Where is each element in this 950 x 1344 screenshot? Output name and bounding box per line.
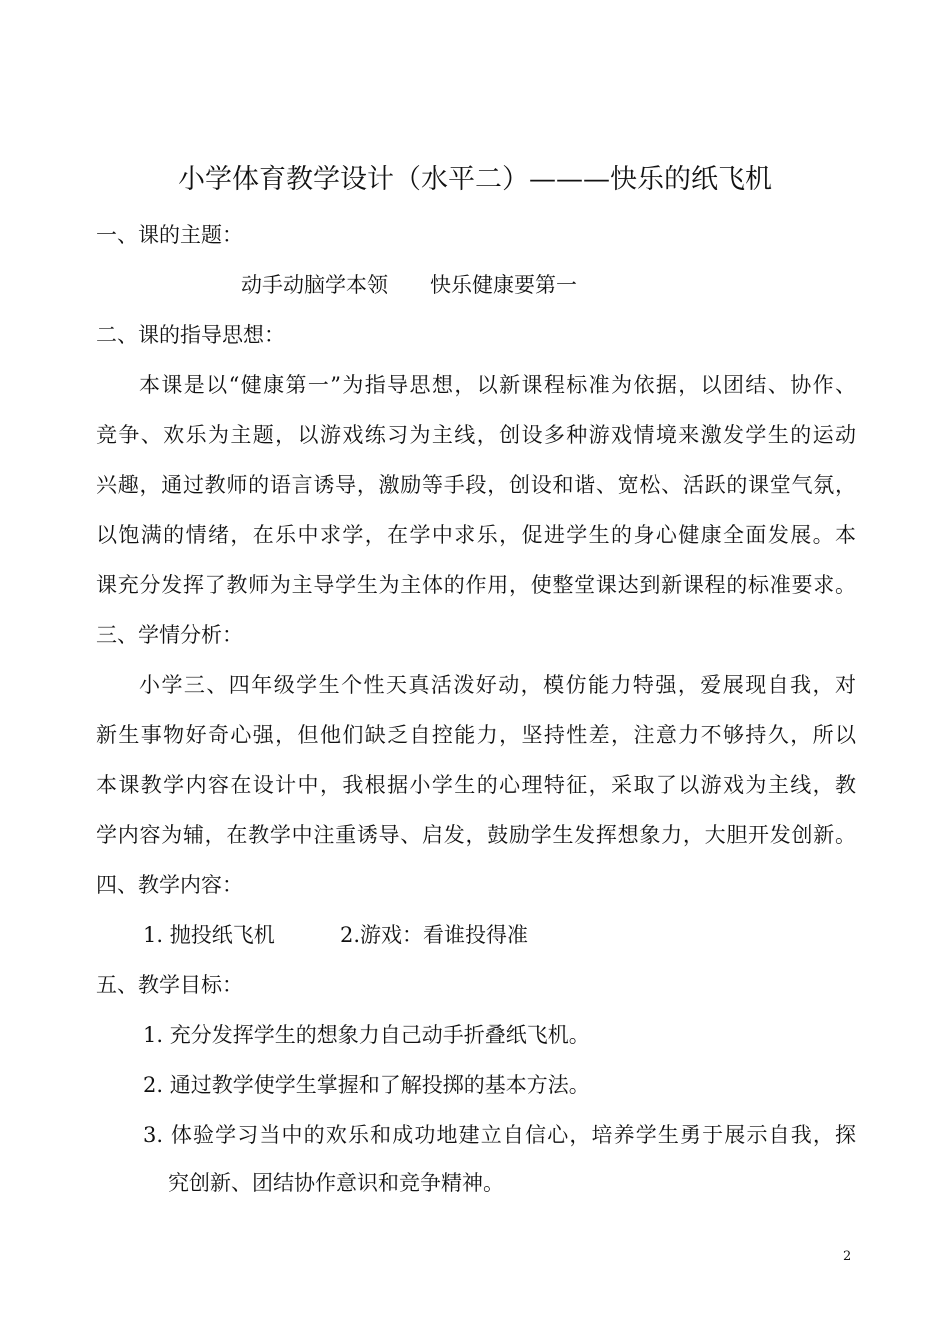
section-heading-theme: 一、课的主题： [96, 223, 243, 247]
page-number: 2 [843, 1249, 852, 1264]
goal-item-2: 2. 通过教学使学生掌握和了解投掷的基本方法。 [143, 1073, 590, 1097]
goal-item-1: 1. 充分发挥学生的想象力自己动手折叠纸飞机。 [143, 1023, 590, 1047]
guiding-paragraph-line: 课充分发挥了教师为主导学生为主体的作用，使整堂课达到新课程的标准要求。 [96, 573, 856, 597]
analysis-paragraph-line: 新生事物好奇心强，但他们缺乏自控能力，坚持性差，注意力不够持久，所以 [96, 723, 856, 747]
content-item-1: 1. 抛投纸飞机 [143, 923, 275, 947]
guiding-paragraph-line: 本课是以“健康第一”为指导思想，以新课程标准为依据，以团结、协作、 [139, 373, 856, 397]
theme-motto-right: 快乐健康要第一 [430, 273, 577, 297]
theme-motto-left: 动手动脑学本领 [241, 273, 388, 297]
goal-item-3-continued: 究创新、团结协作意识和竞争精神。 [168, 1171, 504, 1195]
section-heading-goals: 五、教学目标： [96, 973, 243, 997]
analysis-paragraph-line: 小学三、四年级学生个性天真活泼好动，模仿能力特强，爱展现自我，对 [139, 673, 856, 697]
section-heading-analysis: 三、学情分析： [96, 623, 243, 647]
goal-item-3: 3. 体验学习当中的欢乐和成功地建立自信心，培养学生勇于展示自我，探 [143, 1123, 856, 1147]
guiding-paragraph-line: 竞争、欢乐为主题，以游戏练习为主线，创设多种游戏情境来激发学生的运动 [96, 423, 856, 447]
analysis-paragraph-line: 本课教学内容在设计中，我根据小学生的心理特征，采取了以游戏为主线，教 [96, 773, 856, 797]
section-heading-guiding: 二、课的指导思想： [96, 323, 285, 347]
guiding-paragraph-line: 以饱满的情绪，在乐中求学，在学中求乐，促进学生的身心健康全面发展。本 [96, 523, 856, 547]
content-item-2: 2.游戏：看谁投得准 [340, 923, 529, 947]
guiding-paragraph-line: 兴趣，通过教师的语言诱导，激励等手段，创设和谐、宽松、活跃的课堂气氛， [96, 473, 856, 497]
section-heading-content: 四、教学内容： [96, 873, 243, 897]
document-title: 小学体育教学设计（水平二）———快乐的纸飞机 [178, 164, 772, 195]
analysis-paragraph-line: 学内容为辅，在教学中注重诱导、启发，鼓励学生发挥想象力，大胆开发创新。 [96, 823, 856, 847]
